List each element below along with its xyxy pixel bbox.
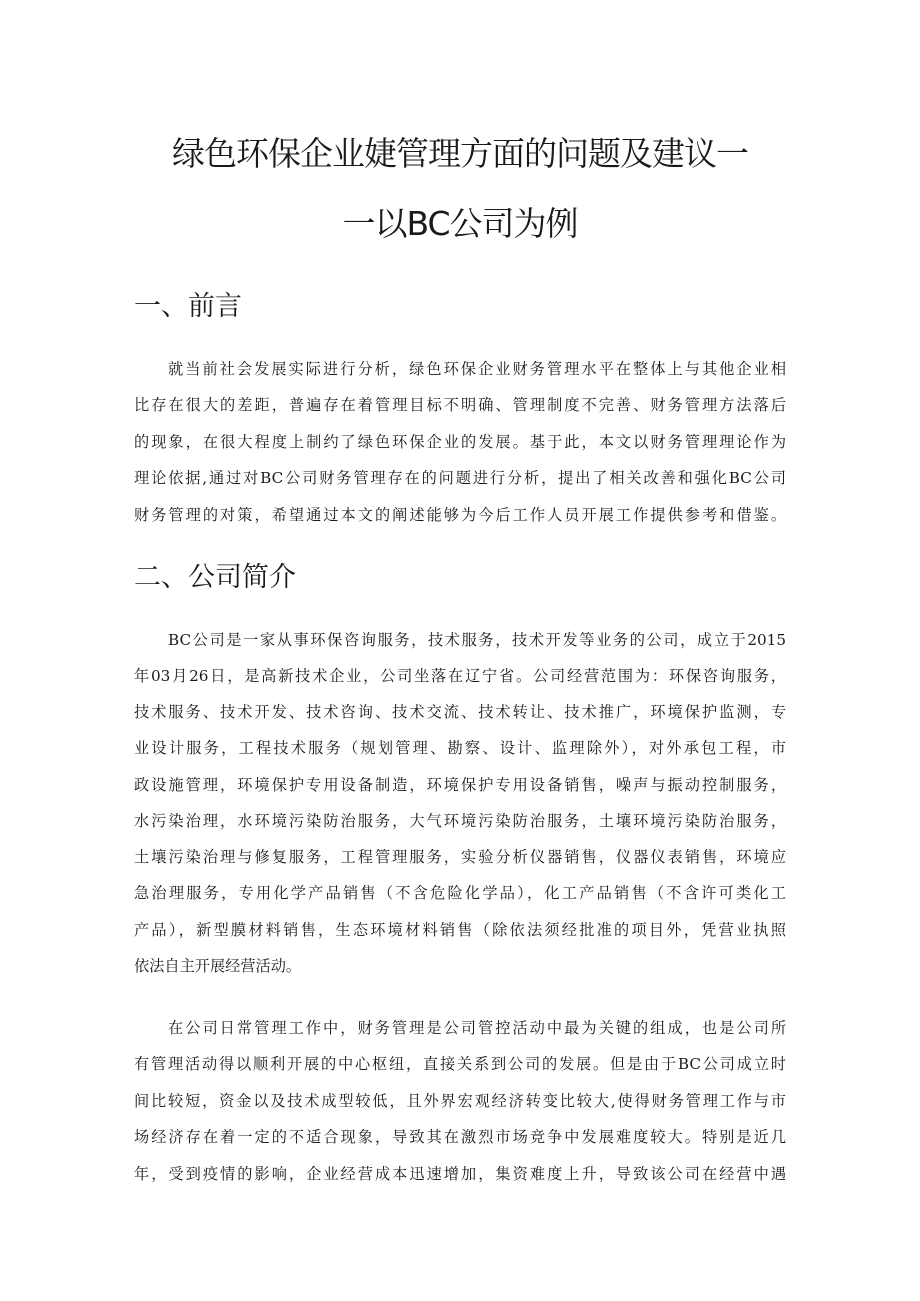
profile-line: BC公司是一家从事环保咨询服务，技术服务，技术开发等业务的公司，成立于2015 <box>168 631 786 649</box>
profile-line: 依法自主开展经营活动。 <box>134 957 302 975</box>
profile-line: 土壤污染治理与修复服务，工程管理服务，实验分析仪器销售，仪器仪表销售，环境应 <box>134 848 786 866</box>
profile-line: 产品），新型膜材料销售，生态环境材料销售（除依法须经批准的项目外，凭营业执照 <box>134 921 786 939</box>
profile-line: 年03月26日，是高新技术企业，公司坐落在辽宁省。公司经营范围为：环保咨询服务， <box>134 667 786 685</box>
preface-line: 比存在很大的差距，普遍存在着管理目标不明确、管理制度不完善、财务管理方法落后 <box>134 396 786 414</box>
profile-line: 技术服务、技术开发、技术咨询、技术交流、技术转让、技术推广，环境保护监测，专 <box>134 703 786 721</box>
preface-line: 财务管理的对策，希望通过本文的阐述能够为今后工作人员开展工作提供参考和借鉴。 <box>134 506 786 524</box>
management-line: 年，受到疫情的影响，企业经营成本迅速增加，集资难度上升，导致该公司在经营中遇 <box>134 1165 786 1183</box>
preface-line: 就当前社会发展实际进行分析，绿色环保企业财务管理水平在整体上与其他企业相 <box>168 360 786 378</box>
management-line: 在公司日常管理工作中，财务管理是公司管控活动中最为关键的组成，也是公司所 <box>168 1019 786 1037</box>
profile-line: 政设施管理，环境保护专用设备制造，环境保护专用设备销售，噪声与振动控制服务， <box>134 776 786 794</box>
profile-line: 水污染治理，水环境污染防治服务，大气环境污染防治服务，土壤环境污染防治服务， <box>134 812 786 830</box>
management-line: 间比较短，资金以及技术成型较低，且外界宏观经济转变比较大,使得财务管理工作与市 <box>134 1092 786 1110</box>
preface-line: 的现象，在很大程度上制约了绿色环保企业的发展。基于此，本文以财务管理理论作为 <box>134 433 786 451</box>
section-heading-company-profile: 二、公司简介 <box>134 562 296 593</box>
profile-line: 急治理服务，专用化学产品销售（不含危险化学品），化工产品销售（不含许可类化工 <box>134 884 786 902</box>
document-title-line-2: 一以BC公司为例 <box>342 204 578 243</box>
management-line: 有管理活动得以顺利开展的中心枢纽，直接关系到公司的发展。但是由于BC公司成立时 <box>134 1055 786 1073</box>
section-heading-preface: 一、前言 <box>134 291 242 322</box>
management-line: 场经济存在着一定的不适合现象，导致其在激烈市场竞争中发展难度较大。特别是近几 <box>134 1128 786 1146</box>
profile-line: 业设计服务，工程技术服务（规划管理、勘察、设计、监理除外），对外承包工程，市 <box>134 739 786 757</box>
document-title-line-1: 绿色环保企业婕管理方面的问题及建议一 <box>172 134 748 173</box>
preface-line: 理论依据,通过对BC公司财务管理存在的问题进行分析，提出了相关改善和强化BC公司 <box>134 469 786 487</box>
